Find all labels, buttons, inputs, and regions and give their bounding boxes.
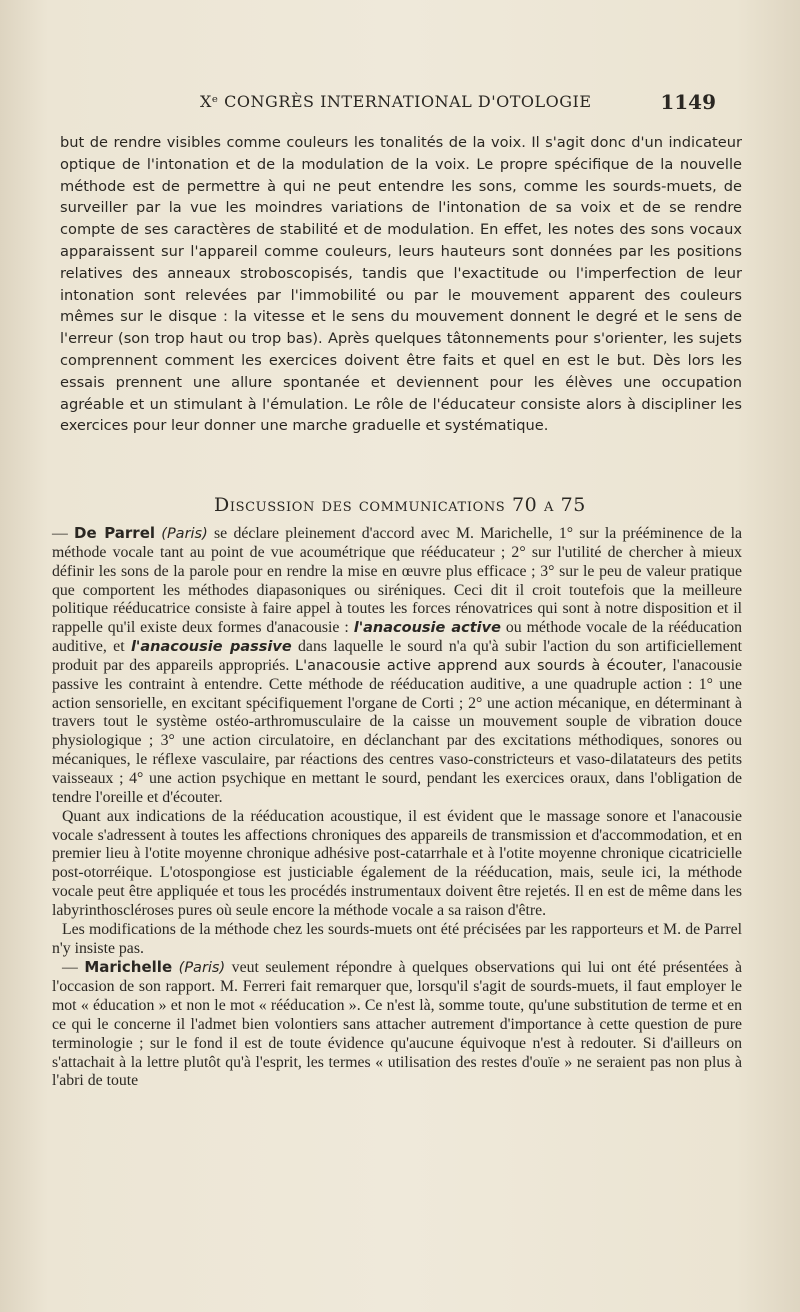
discussion-paragraph-4: [52, 958, 742, 1091]
discussion-paragraph-2: Quant aux indications de la rééducation acoustique, il est évident que le massage sonore et l'anacousie vocale s'adressent à toutes les affections chroniques des appareils de transmission et d'accommodation, et en premier lieu à l'otite moyenne chronique adhésive post-catarrhale et à l'otite moyenne chronique cicatricielle post-otorréique. L'otospongiose est justiciable également de la rééducation, mais, seule ici, la méthode vocale peut être appliquée et tous les procédés instrumentaux doivent être rejetés. Il en est de même dans les labyrinthoscléroses pures où seule encore la méthode vocale a sa raison d'être.: [52, 807, 742, 919]
text-run: L'anacousie active apprend aux sourds à écouter,: [295, 657, 667, 674]
section-title: Discussion des communications 70 a 75: [214, 494, 586, 516]
speaker-name: De Parrel: [74, 524, 156, 542]
text-run: ou méthode vocale de la rééducation auditive, et: [52, 619, 743, 656]
header-title: Xᵉ CONGRÈS INTERNATIONAL D'OTOLOGIE: [200, 92, 592, 111]
intro-paragraph: but de rendre visibles comme couleurs les tonalités de la voix. Il s'agit donc d'un indicateur optique de l'intonation et de la modulation de la voix. Le propre spécifique de la nouvelle méthode est de permettre à qui ne peut entendre les sons, comme les sourds-muets, de surveiller par la vue les moindres variations de l'intonation de sa voix et de se rendre compte de ses caractères de stabilité et de modulation. En effet, les notes des sons vocaux apparaissent sur l'appareil comme couleurs, leurs hauteurs sont données par les positions relatives des anneaux stroboscopisés, tandis que l'exactitude ou l'imperfection de leur intonation sont relevées par l'immobilité ou par le mouvement apparent des couleurs mêmes sur le disque : la vitesse et le sens du mouvement donnent le degré et le sens de l'erreur (son trop haut ou trop bas). Après quelques tâtonnements pour s'orienter, les sujets comprennent comment les exercices doivent être faits et quel en est le but. Dès lors les essais prennent une allure spontanée et deviennent pour les élèves une occupation agréable et un stimulant à l'émulation. Le rôle de l'éducateur consiste alors à discipliner les exercices pour leur donner une marche graduelle et systématique.: [60, 134, 742, 435]
discussion-paragraph-1: [52, 524, 742, 808]
running-header: [200, 92, 760, 118]
discussion-paragraph-3: Les modifications de la méthode chez les sourds-muets ont été précisées par les rapporteurs et M. de Parrel n'y insiste pas.: [52, 920, 742, 957]
speaker-location: (Paris): [161, 526, 208, 542]
speaker-location: (Paris): [178, 960, 226, 977]
text-run: dans laquelle le sourd n'a qu'à subir l'action du son artificiellement produit par des appareils appropriés.: [52, 638, 742, 674]
term-passive: l'anacousie passive: [130, 639, 292, 656]
term-active: l'anacousie active: [353, 620, 501, 637]
dash: —: [62, 959, 85, 977]
speaker-name: Marichelle: [84, 958, 173, 977]
text-run: l'anacousie passive les contraint à entendre. Cette méthode de rééducation auditive, a une quadruple action : 1° une action sensorielle, en excitant spécifiquement l'organe de Corti ; 2° une action mécanique, en déterminant à travers tout le système ostéo-arthromusculaire de la caisse un mouvement souple de vibration douce physiologique ; 3° une action circulatoire, en déclanchant par des excitations méthodiques, sonores ou mécaniques, le réflexe vasculaire, par réactions des centres vaso-constricteurs et vaso-dilatateurs des petits vaisseaux ; 4° une action psychique en mettant le sourd, pendant les exercices oraux, dans l'obligation de tendre l'oreille et d'écouter.: [52, 656, 743, 806]
page-number: 1149: [660, 90, 716, 114]
discussion-body: [52, 524, 742, 1091]
text-run: veut seulement répondre à quelques observations qui lui ont été présentées à l'occasion de son rapport. M. Ferreri fait remarquer que, lorsqu'il s'agit de sourds-muets, il faut employer le mot « éducation » et non le mot « rééducation ». Ce n'est là, somme toute, qu'une substitution de terme et en ce qui le concerne il l'admet bien volontiers sans attacher autrement d'importance à cette question de pure terminologie ; sur le fond il est de toute évidence qu'aucune équivoque n'est à redouter. Si d'ailleurs on s'attachait à la lettre plutôt qu'à l'esprit, les termes « utilisation des restes d'ouïe » ne seraient pas non plus à l'abri de toute: [52, 959, 743, 1090]
dash: —: [52, 525, 75, 542]
text-run: se déclare pleinement d'accord avec M. Marichelle, 1° sur la prééminence de la méthode vocale tant au point de vue acoumétrique que rééducateur ; 2° sur l'utilité de chercher à mieux définir les sons de la parole pour en rendre la mise en œuvre plus efficace ; 3° sur le peu de valeur pratique que comportent les méthodes diapasoniques ou siréniques. Ceci dit il croit toutefois que la meilleure politique rééducatrice consiste à faire appel à toutes les forces rénovatrices qui sont à notre disposition et il rappelle qu'il existe deux formes d'anacousie :: [52, 525, 743, 637]
